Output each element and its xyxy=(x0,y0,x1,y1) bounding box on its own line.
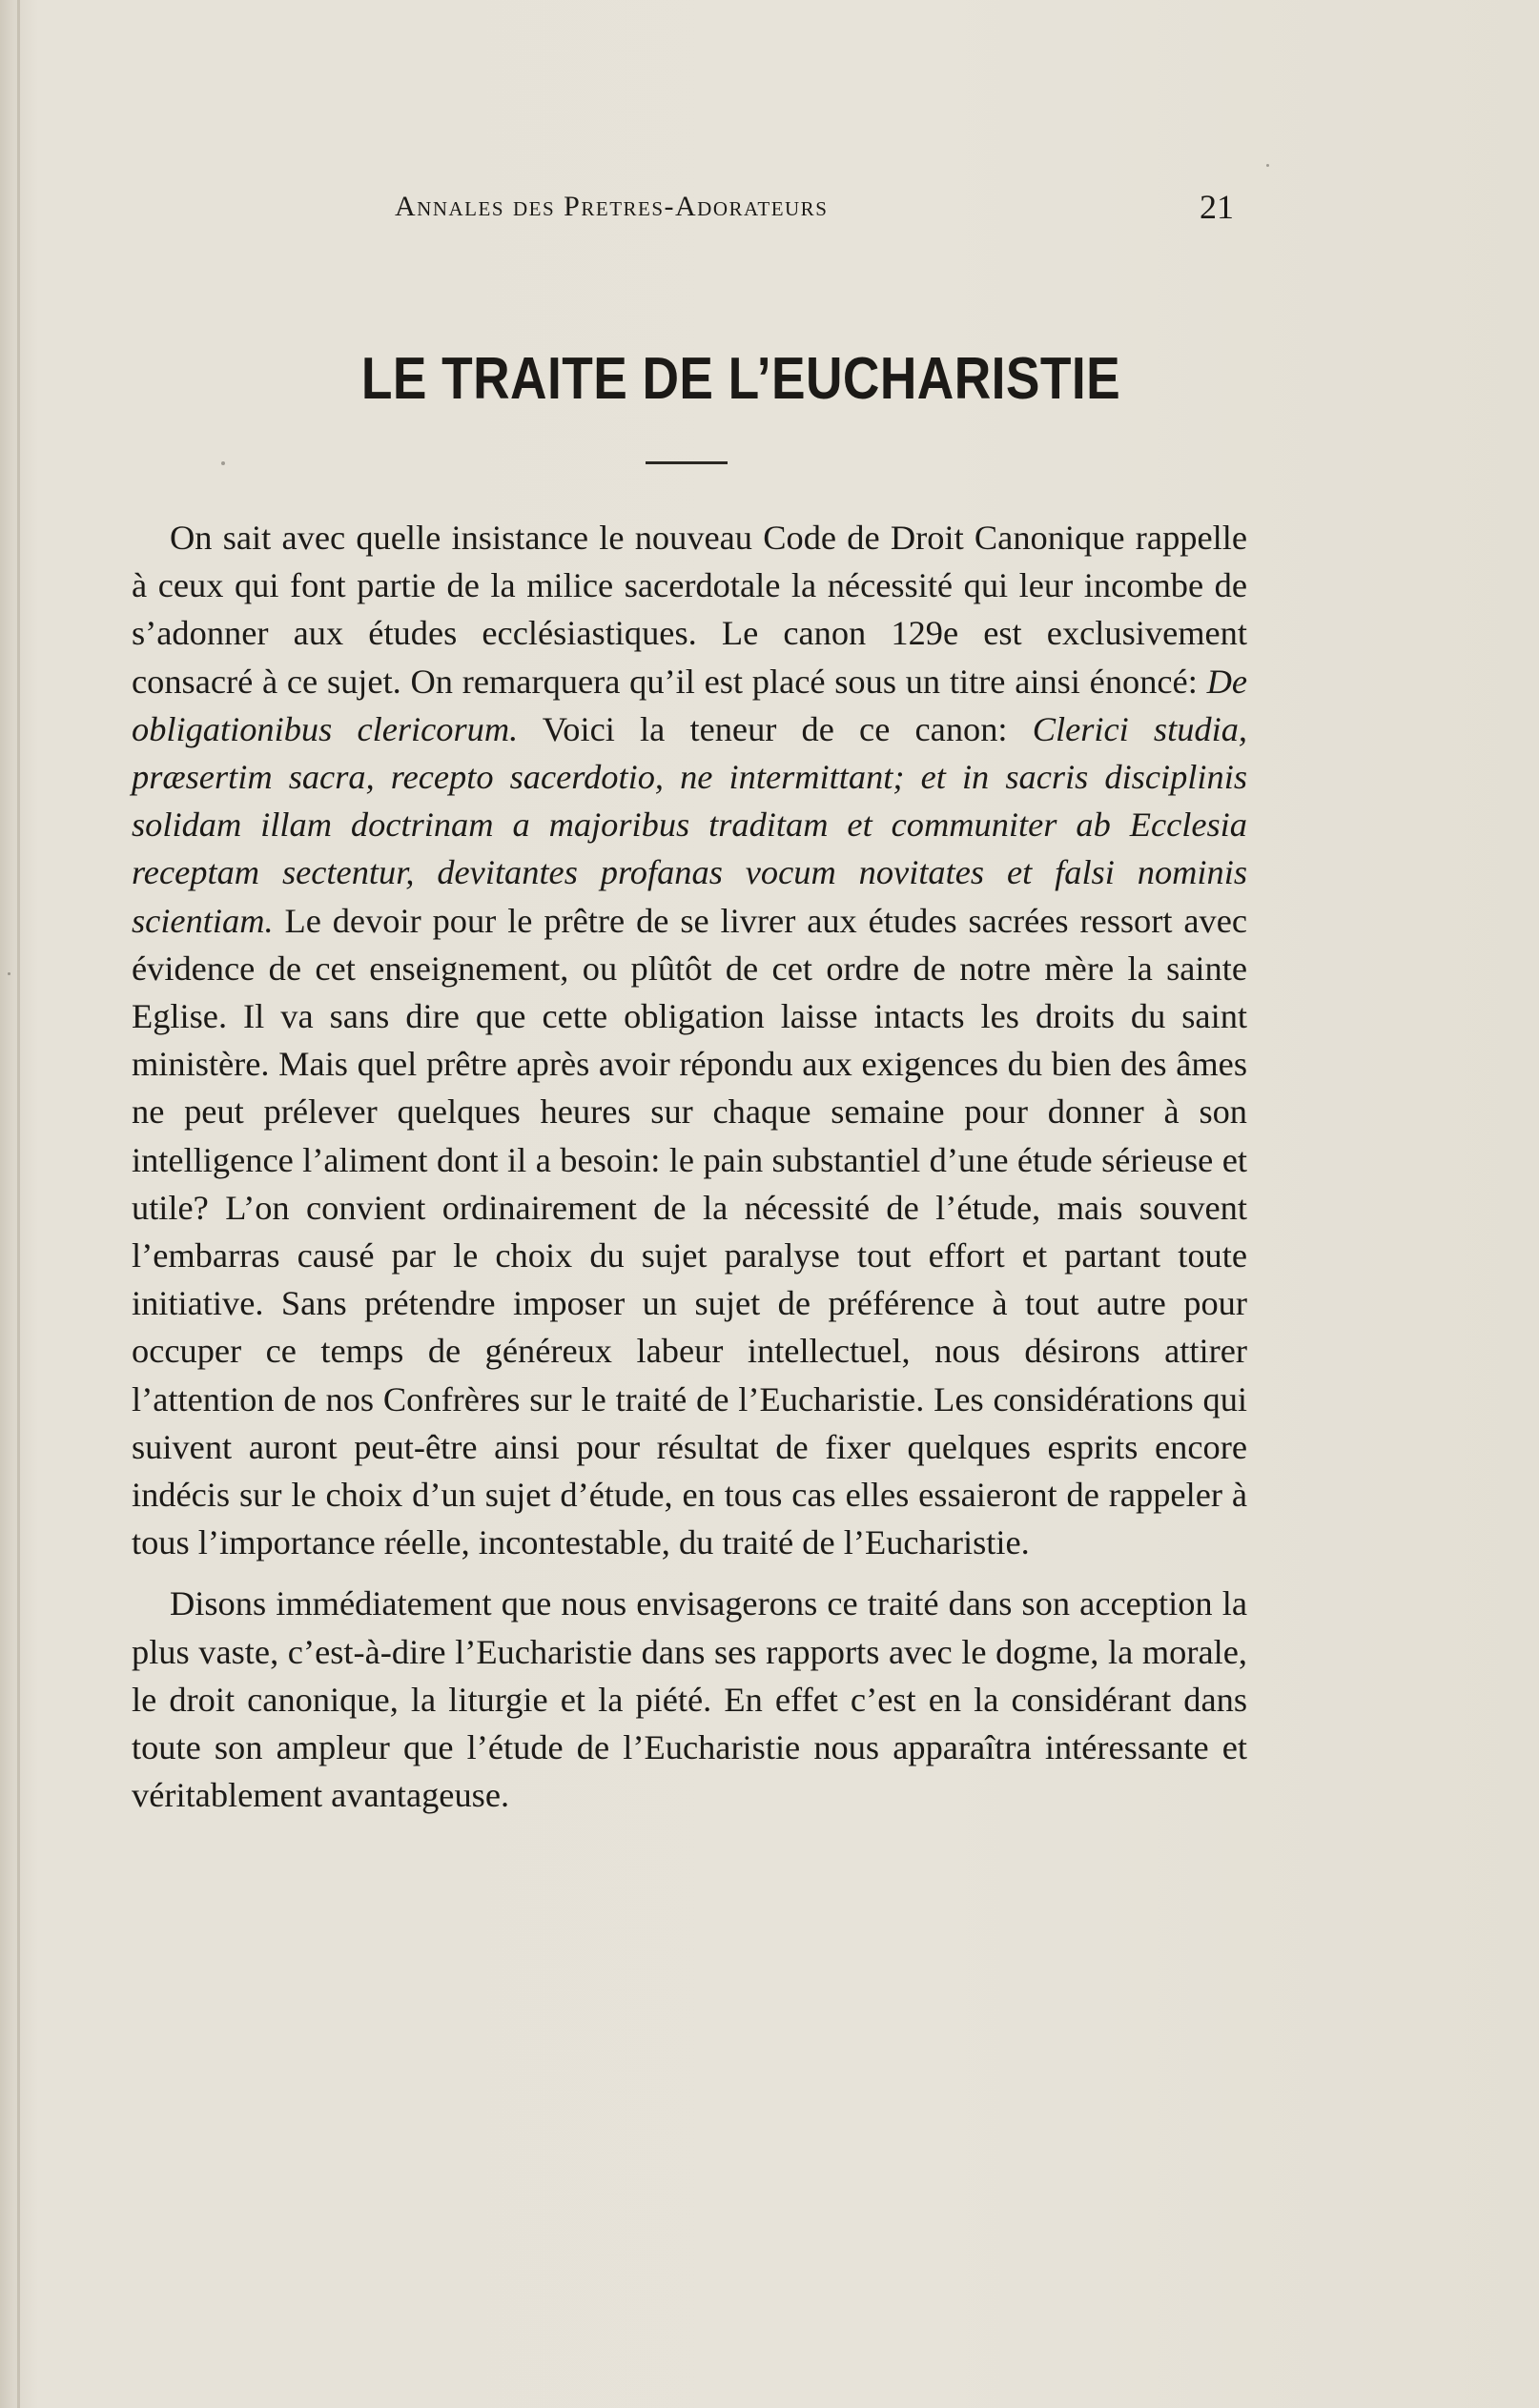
paragraph-1-italic-b: Clerici studia, præsertim sacra, recepto sacerdotio, ne intermittant; et in sacris disciplinis solidam illam doctrinam a majoribus traditam et communiter ab Ecclesia receptam sectentur, devitantes profanas vocum novitates et falsi nominis scientiam. xyxy=(132,709,1247,940)
article-title: LE TRAITE DE L’EUCHARISTIE xyxy=(360,346,1121,412)
page-speck xyxy=(1266,164,1269,167)
title-rule xyxy=(646,461,728,464)
paragraph-2: Disons immédiatement que nous envisagerons ce traité dans son acception la plus vaste, c’est-à-dire l’Eucharistie dans ses rapports avec le dogme, la morale, le droit canonique, la liturgie et la piété. En effet c’est en la considérant dans toute son ampleur que l’étude de l’Eucharistie nous apparaîtra intéressante et véritablement avantageuse. xyxy=(132,1584,1247,1815)
running-header xyxy=(395,188,1234,238)
paragraph-1-text-c: Le devoir pour le prêtre de se livrer aux études sacrées ressort avec évidence de cet enseignement, ou plûtôt de cet ordre de notre mère la sainte Eglise. Il va sans dire que cette obligation laisse intacts les droits du saint ministère. Mais quel prêtre après avoir répondu aux exigences du bien des âmes ne peut prélever quelques heures sur chaque semaine pour donner à son intelligence l’aliment dont il a besoin: le pain substantiel d’une étude sérieuse et utile? L’on convient ordinairement de la nécessité de l’étude, mais souvent l’embarras causé par le choix du sujet paralyse tout effort et partant toute initiative. Sans prétendre imposer un sujet de préférence à tout autre pour occuper ce temps de généreux labeur intellectuel, nous désirons attirer l’attention de nos Confrères sur le traité de l’Eucharistie. Les considérations qui suivent auront peut-être ainsi pour résultat de fixer quelques esprits encore indécis sur le choix d’un sujet d’étude, en tous cas elles essaieront de rappeler à tous l’importance réelle, incontestable, du traité de l’Eucharistie. xyxy=(132,901,1247,1562)
page-number: 21 xyxy=(1200,188,1234,226)
page-speck xyxy=(221,461,225,465)
paragraph-1-text-a: On sait avec quelle insistance le nouveau Code de Droit Canonique rappelle à ceux qui font partie de la milice sacerdotale la nécessité qui leur incombe de s’adonner aux études ecclésiastiques. Le canon 129e est exclusivement consacré à ce sujet. On remarquera qu’il est placé sous un titre ainsi énoncé: xyxy=(132,519,1247,701)
page-spine-shadow xyxy=(17,0,20,2408)
paragraph-1-text-b: Voici la teneur de ce canon: xyxy=(518,709,1033,748)
running-title: Annales des Pretres-Adorateurs xyxy=(395,191,829,222)
paragraph-1 xyxy=(132,514,1247,1566)
page-speck xyxy=(8,972,10,975)
article-body xyxy=(132,514,1247,1819)
paragraph-1-italic-a: De obligationibus clericorum. xyxy=(132,662,1247,748)
